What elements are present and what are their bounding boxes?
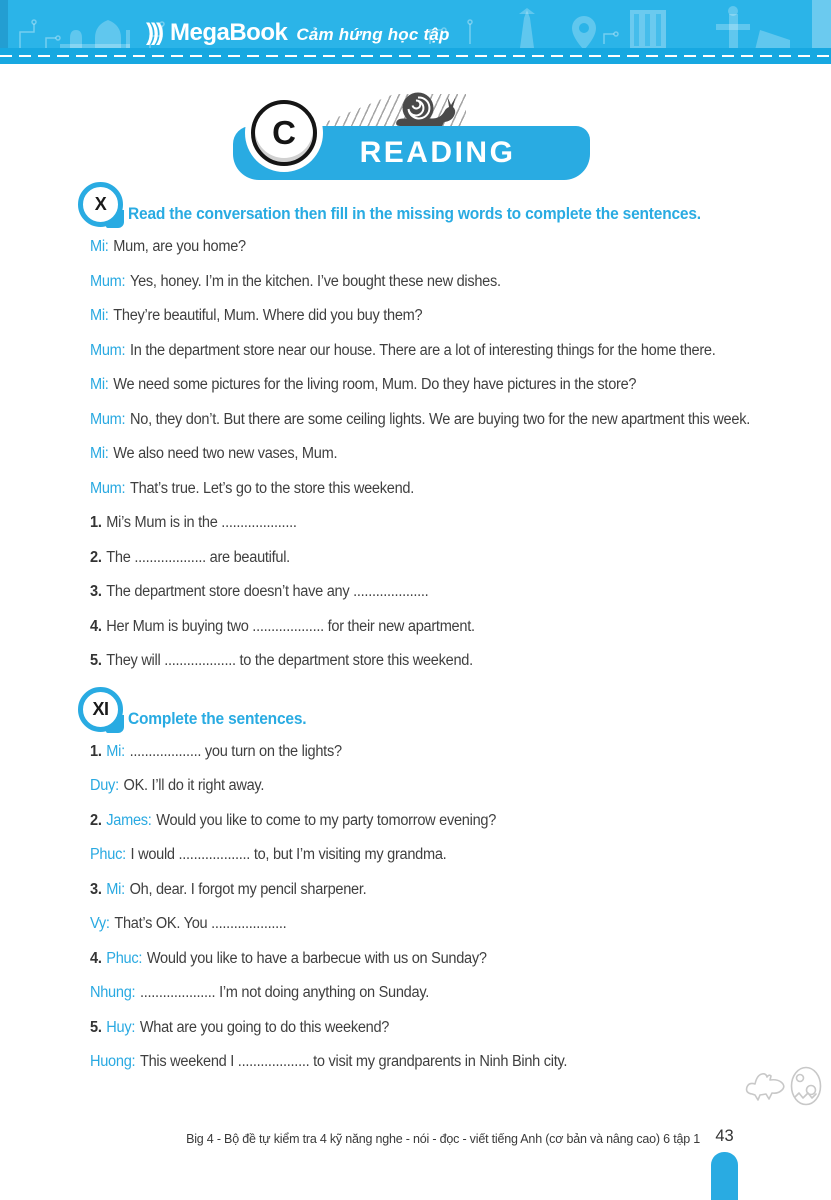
dialogue-line — [90, 306, 759, 327]
question-item — [90, 651, 759, 672]
question-number: 4. — [90, 617, 102, 635]
speaker-name: Mum: — [90, 341, 126, 359]
item-text: Would you like to come to my party tomorrow evening? — [156, 811, 497, 829]
question-item — [90, 617, 759, 638]
item-text: I would ................... to, but I’m visiting my grandma. — [130, 846, 447, 863]
snail-icon — [392, 88, 458, 128]
question-text: They will ................... to the department store this weekend. — [106, 652, 473, 669]
speaker-name: Mi: — [90, 307, 109, 324]
dialogue-text: They’re beautiful, Mum. Where did you buy them? — [113, 307, 423, 324]
dialogue-line — [90, 375, 759, 396]
item-text: Would you like to have a barbecue with us on Sunday? — [146, 949, 487, 967]
question-item — [90, 513, 759, 534]
speaker-name: Mum: — [90, 479, 126, 497]
item-number: 4. — [90, 949, 102, 967]
item-text: That’s OK. You .................... — [114, 915, 287, 932]
question-number: 2. — [90, 548, 102, 566]
question-number: 5. — [90, 652, 102, 669]
section-x-questions — [90, 513, 771, 672]
item-text: This weekend I ................... to visit my grandparents in Ninh Binh city. — [139, 1053, 568, 1070]
dialogue-line — [90, 237, 759, 258]
section-xi-heading: Complete the sentences. — [128, 709, 307, 728]
list-item — [90, 845, 759, 866]
question-item — [90, 582, 759, 603]
list-item — [90, 1052, 759, 1073]
speaker-name: Duy: — [90, 777, 119, 794]
speaker-name: James: — [106, 811, 152, 829]
speaker-name: Phuc: — [90, 846, 126, 863]
section-xi-items — [90, 742, 771, 1073]
badge-ring — [78, 687, 123, 732]
question-text: The department store doesn’t have any .................... — [106, 583, 429, 600]
speaker-name: Mum: — [90, 272, 126, 290]
list-item — [90, 742, 759, 763]
speaker-name: Mi: — [106, 880, 125, 898]
dialogue-text: In the department store near our house. There are a lot of interesting things for the home there. — [130, 341, 716, 359]
badge-label: X — [94, 194, 107, 214]
item-text: Oh, dear. I forgot my pencil sharpener. — [129, 880, 367, 898]
speaker-name: Huy: — [106, 1018, 136, 1036]
question-text: Her Mum is buying two ................... for their new apartment. — [106, 617, 475, 635]
dialogue-text: Mum, are you home? — [113, 238, 246, 255]
page-number: 43 — [715, 1127, 734, 1145]
section-xi-badge — [78, 687, 123, 732]
section-x-dialogue — [90, 237, 771, 499]
badge-ring — [78, 182, 123, 227]
speaker-name: Mi: — [106, 742, 125, 760]
question-text: The ................... are beautiful. — [106, 548, 290, 566]
item-text: .................... I’m not doing anything on Sunday. — [139, 984, 430, 1001]
list-item — [90, 776, 759, 797]
list-item — [90, 811, 759, 832]
speaker-name: Vy: — [90, 915, 110, 932]
speaker-name: Mum: — [90, 410, 126, 428]
dialogue-line — [90, 444, 759, 465]
question-text: Mi’s Mum is in the .................... — [106, 514, 297, 531]
section-xi-header — [78, 687, 771, 732]
footer-text: Big 4 - Bộ đề tự kiểm tra 4 kỹ năng nghe - nói - đọc - viết tiếng Anh (cơ bản và nâng cao) 6 tập 1 — [186, 1132, 700, 1146]
question-number: 3. — [90, 583, 102, 600]
dialogue-line — [90, 272, 759, 293]
dialogue-line — [90, 341, 759, 362]
dialogue-text: We also need two new vases, Mum. — [113, 445, 338, 462]
question-number: 1. — [90, 514, 102, 531]
logo-tagline: Cảm hứng học tập — [296, 25, 450, 44]
dialogue-line — [90, 479, 759, 500]
dialogue-text: We need some pictures for the living room, Mum. Do they have pictures in the store? — [113, 376, 637, 393]
dialogue-text: No, they don’t. But there are some ceiling lights. We are buying two for the new apartment this week. — [130, 410, 750, 428]
item-number: 2. — [90, 811, 102, 829]
section-x-header — [78, 182, 771, 227]
item-text: OK. I’ll do it right away. — [123, 777, 265, 794]
dialogue-line — [90, 410, 759, 431]
question-item — [90, 548, 759, 569]
list-item — [90, 880, 759, 901]
logo-chevrons-icon: ))) — [146, 19, 161, 46]
speaker-name: Phuc: — [106, 949, 143, 967]
section-x-badge — [78, 182, 123, 227]
item-number: 1. — [90, 742, 102, 760]
speaker-name: Huong: — [90, 1053, 136, 1070]
banner-title: READING — [359, 136, 516, 169]
dialogue-text: That’s true. Let’s go to the store this weekend. — [130, 479, 414, 497]
speaker-name: Mi: — [90, 376, 109, 393]
section-letter: C — [272, 114, 296, 151]
speaker-name: Nhung: — [90, 984, 136, 1001]
section-x-heading: Read the conversation then fill in the missing words to complete the sentences. — [128, 205, 701, 223]
list-item — [90, 1018, 759, 1039]
logo-wordmark: MegaBook — [169, 19, 288, 46]
list-item — [90, 914, 759, 935]
speaker-name: Mi: — [90, 238, 109, 255]
item-text: What are you going to do this weekend? — [139, 1018, 390, 1036]
item-number: 3. — [90, 880, 102, 898]
speaker-name: Mi: — [90, 445, 109, 462]
megabook-logo — [146, 19, 450, 47]
badge-label: XI — [92, 698, 109, 719]
item-number: 5. — [90, 1018, 102, 1036]
list-item — [90, 983, 759, 1004]
dialogue-text: Yes, honey. I’m in the kitchen. I’ve bought these new dishes. — [130, 272, 501, 290]
list-item — [90, 949, 759, 970]
section-letter-badge — [251, 100, 317, 166]
item-text: ................... you turn on the lights? — [129, 742, 342, 760]
page-corner-tab — [711, 1152, 738, 1200]
